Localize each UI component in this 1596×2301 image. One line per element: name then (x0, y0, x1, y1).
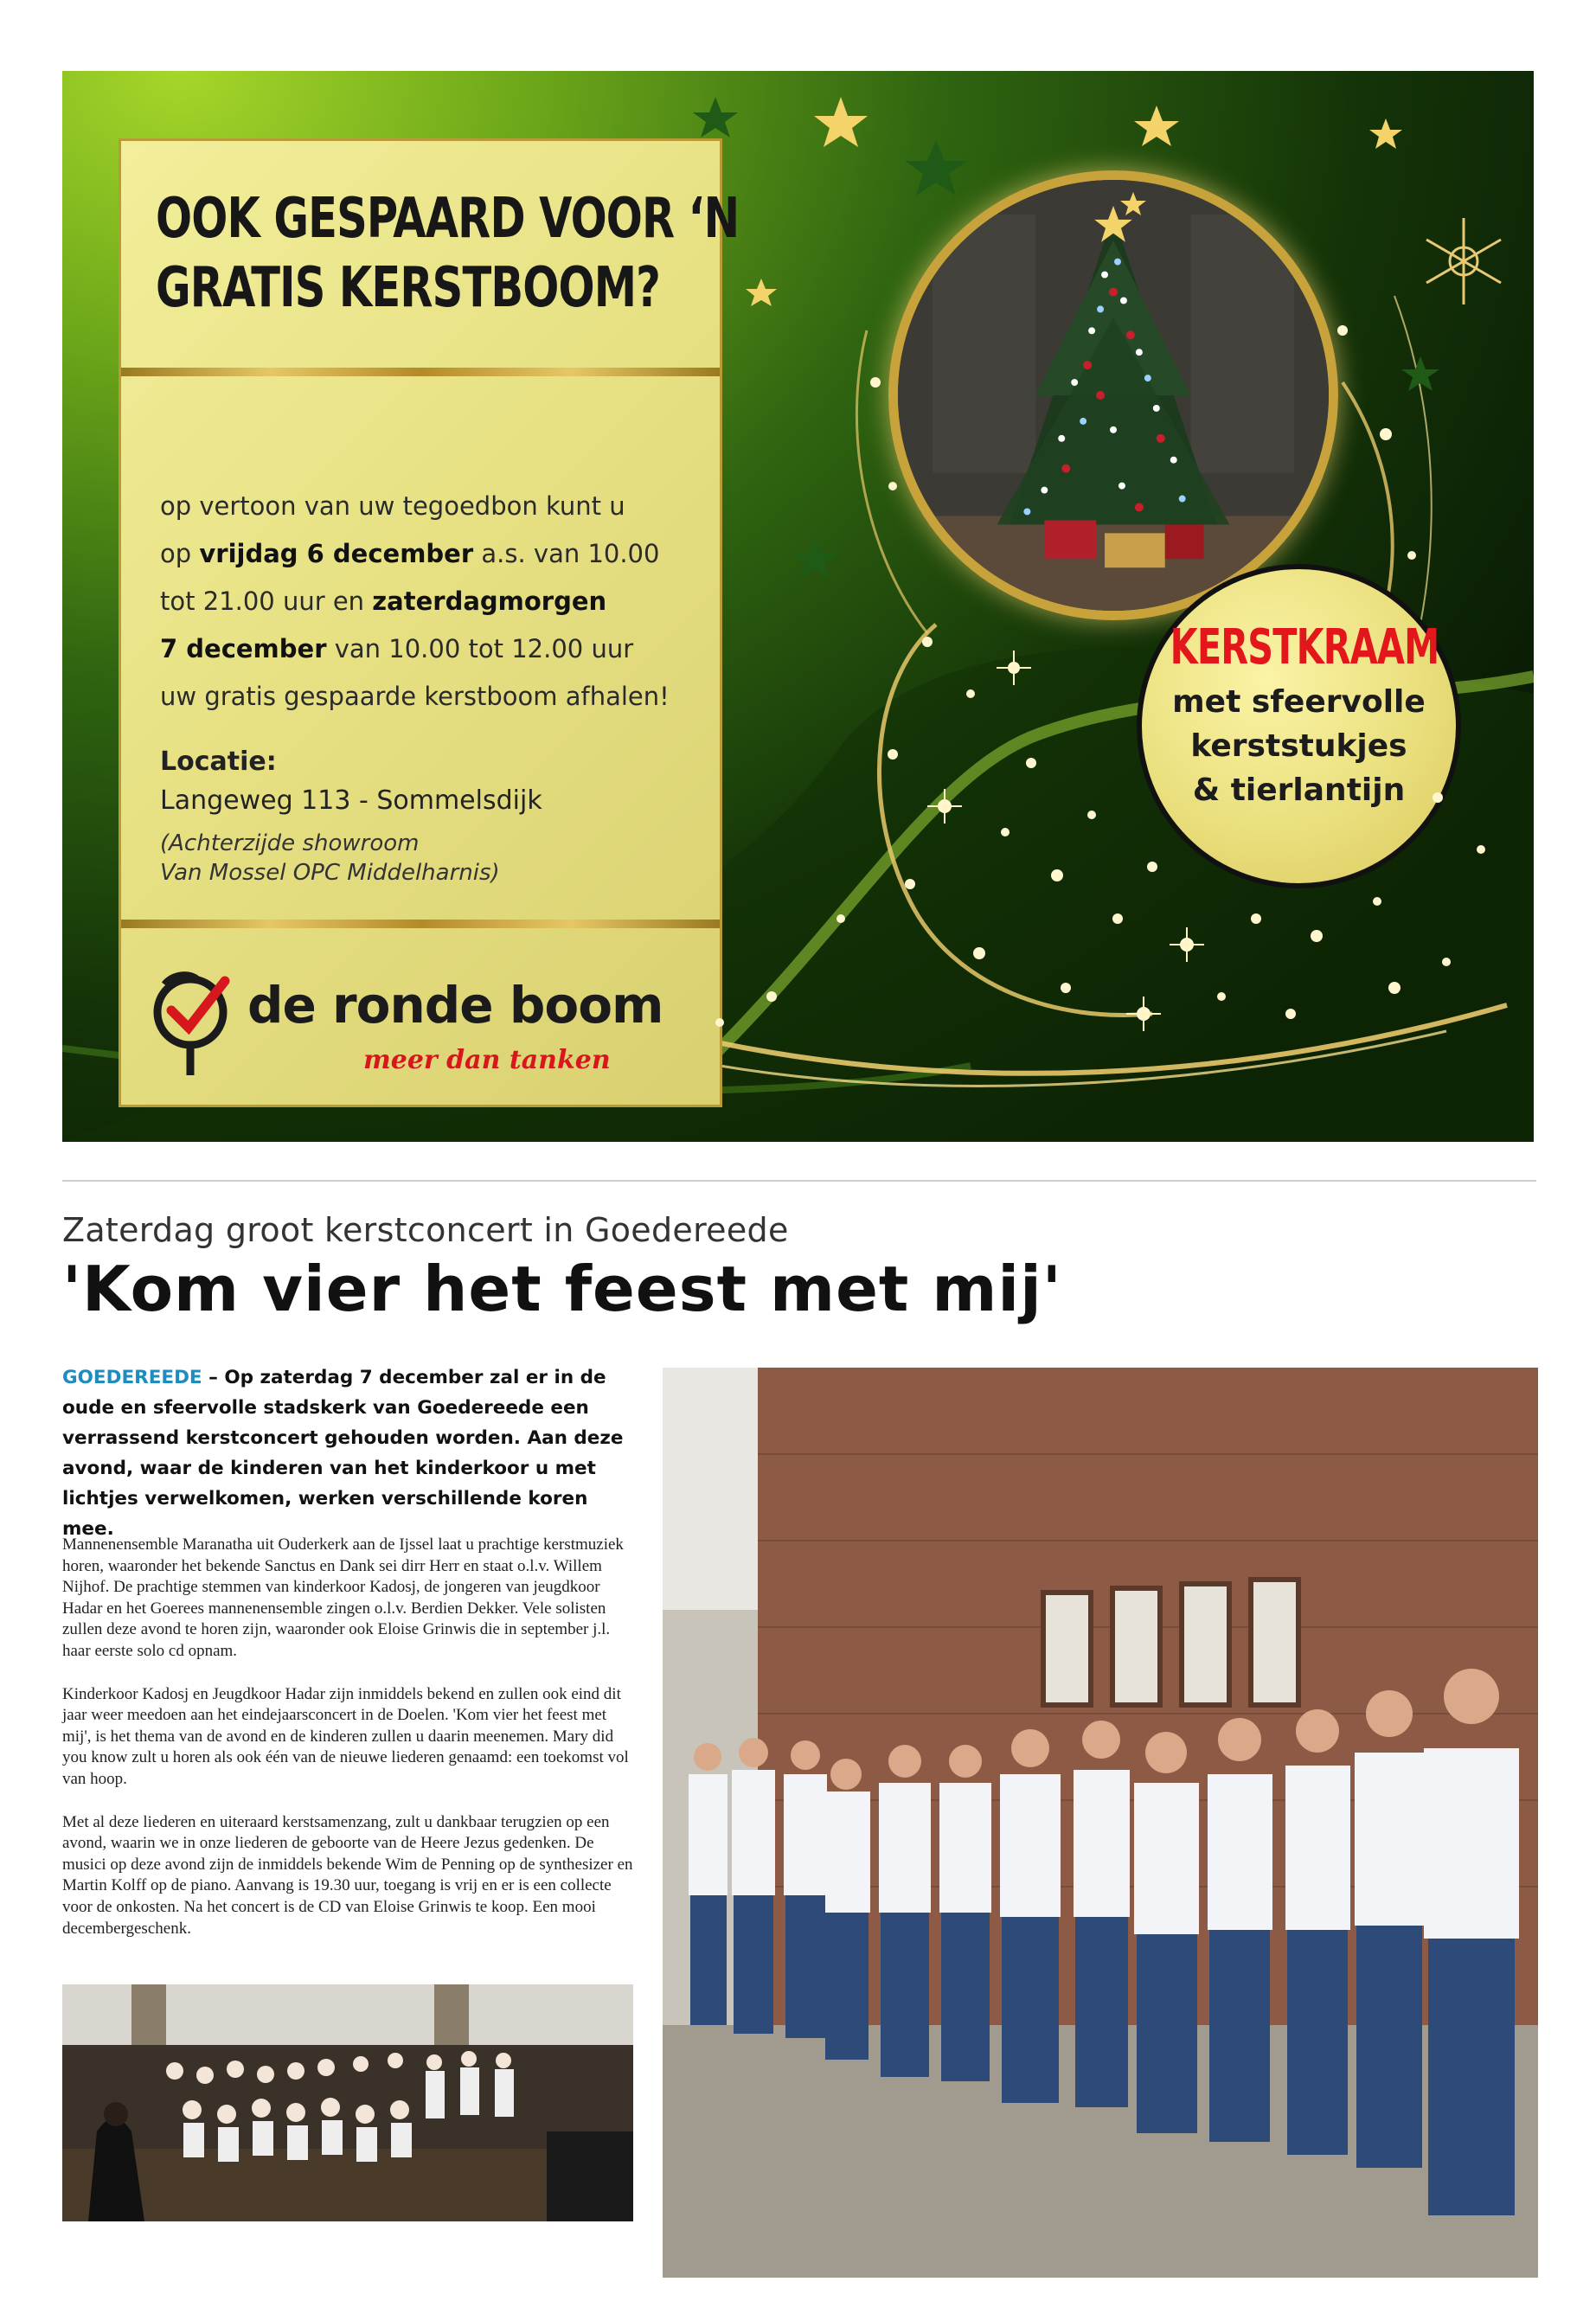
offer-line-2 (160, 530, 714, 578)
offer-date-saturday: zaterdagmorgen (372, 586, 607, 616)
location-address: Langeweg 113 - Sommelsdijk (160, 785, 542, 816)
mens-choir-image (663, 1368, 1538, 2278)
offer-line-3 (160, 578, 714, 625)
ronde-boom-logo-icon (145, 967, 240, 1080)
article-paragraph: Mannenensemble Maranatha uit Ouderkerk aan de Ijssel laat u prachtige kerstmuziek horen, waaronder het bekende Sanctus en Dank sei dirr Herr en staat o.l.v. Willem Nijhof. De prachtige stemmen van kinderkoor Kadosj, de jongeren van jeugdkoor Hadar en het Goerees mannenensemble zingen o.l.v. Berdien Dekker. Vele solisten zullen deze avond te horen zijn, waaronder ook Eloise Grinwis die in september j.l. haar eerste solo cd opnam. (62, 1535, 624, 1660)
offer-date-friday: vrijdag 6 december (199, 539, 474, 568)
location-note-line-2: Van Mossel OPC Middelharnis) (160, 860, 500, 886)
offer-panel (119, 138, 740, 1107)
location-note-line-1: (Achterzijde showroom (160, 830, 420, 856)
offer-text (160, 483, 714, 721)
location-label: Locatie: (160, 747, 277, 777)
brand-tagline: meer dan tanken (363, 1045, 611, 1075)
badge-text (1142, 680, 1456, 812)
article-lead (62, 1362, 629, 1544)
brand-block (145, 967, 699, 1088)
article-dateline: GOEDEREEDE (62, 1367, 202, 1388)
article-paragraph: Kinderkoor Kadosj en Jeugdkoor Hadar zijn inmiddels bekend en zullen ook eind dit jaar weer meedoen aan het eindejaarsconcert in de Doelen. 'Kom vier het feest met mij', is het thema van de avond en de kinderen zullen u daarin meenemen. Mary did you know zult u horen als ook één van de nieuwe liederen genaamd: een toekomst vol van hoop. (62, 1684, 629, 1788)
ad-headline-line-2: GRATIS KERSTBOOM? (156, 256, 660, 320)
mens-choir-photo (663, 1368, 1538, 2278)
badge-title: KERSTKRAAM (1170, 619, 1439, 676)
offer-line-4 (160, 625, 714, 673)
offer-line-1: op vertoon van uw tegoedbon kunt u (160, 491, 625, 521)
location-note (160, 829, 500, 888)
gold-divider (121, 920, 720, 928)
article-kicker: Zaterdag groot kerstconcert in Goedereede (62, 1211, 789, 1249)
article-paragraph: Met al deze liederen en uiteraard kerstsamenzang, zult u dankbaar terugzien op een avond, waarin we in onze liederen de geboorte van de Heere Jezus gedenken. De musici op deze avond zijn de inmiddels bekende Wim de Penning op de synthesizer en Martin Kolff op de piano. Aanvang is 19.30 uur, toegang is vrij en er is een collecte voor de onkosten. Na het concert is de CD van Eloise Grinwis te koop. Een mooi decembergeschenk. (62, 1812, 633, 1938)
badge-line-1: met sfeervolle (1172, 684, 1426, 720)
article-lead-text: – Op zaterdag 7 december zal er in de oude en sfeervolle stadskerk van Goedereede een verrassend kerstconcert gehouden worden. Aan deze avond, waar de kinderen van het kinderkoor u met lichtjes verwelkomen, werken verschillende koren mee. (62, 1367, 624, 1540)
section-divider (62, 1180, 1536, 1182)
offer-text-fragment: tot 21.00 uur en (160, 586, 373, 616)
ad-headline (156, 184, 740, 323)
badge-line-2: kerststukjes (1190, 728, 1407, 764)
christmas-tree-photo (888, 170, 1338, 620)
kerstkraam-badge (1137, 564, 1461, 888)
ad-headline-line-1: OOK GESPAARD VOOR ‘N (156, 187, 740, 251)
article-headline: 'Kom vier het feest met mij' (62, 1253, 1062, 1325)
offer-date-december-7: 7 december (160, 634, 327, 663)
christmas-tree-advertisement (62, 71, 1534, 1142)
offer-text-fragment: a.s. van 10.00 (473, 539, 660, 568)
brand-name: de ronde boom (247, 976, 663, 1035)
children-choir-image (62, 1984, 633, 2221)
gold-divider (121, 368, 720, 376)
badge-line-3: & tierlantijn (1192, 772, 1406, 808)
offer-text-fragment: op (160, 539, 200, 568)
offer-line-5: uw gratis gespaarde kerstboom afhalen! (160, 682, 670, 711)
offer-text-fragment: van 10.00 tot 12.00 uur (326, 634, 634, 663)
children-choir-photo (62, 1984, 633, 2221)
article-body (62, 1535, 637, 1961)
christmas-tree-image (898, 180, 1329, 611)
